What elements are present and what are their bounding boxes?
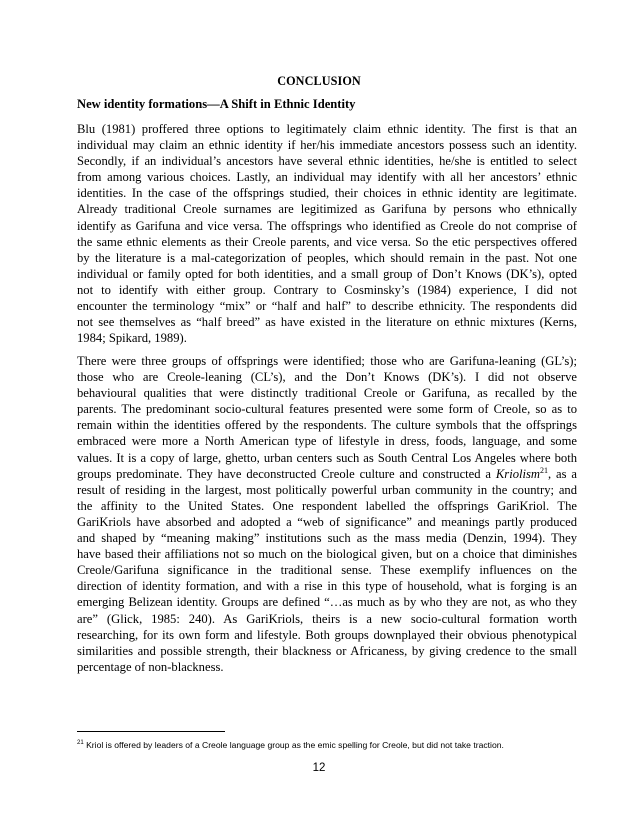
text-line: remain within the identities offered by the respondents. The culture symbols that the offsprings xyxy=(77,418,577,433)
text-line: not see themselves as “half breed” as have existed in the literature on ethnic mixtures (Kerns, xyxy=(77,315,577,330)
text-line: Already traditional Creole surnames are legitimized as Garifuna by persons who ethnically xyxy=(77,202,577,217)
text-line: encounter the terminology “mix” or “half and half” to describe ethnicity. The respondents did xyxy=(77,299,577,314)
text-line: GariKriols have absorbed and adopted a “web of significance” and meanings partly produced xyxy=(77,514,577,529)
subsection-heading: New identity formations—A Shift in Ethnic Identity xyxy=(77,97,356,111)
text-line: the affinity to the United States. One respondent labelled the offsprings GariKriol. The xyxy=(77,498,577,513)
footnote-text: Kriol is offered by leaders of a Creole language group as the emic spelling for Creole, but did not take traction. xyxy=(83,740,504,750)
text-line: from among various choices. Lastly, an individual may identify with all her ancestors’ ethnic xyxy=(77,170,577,185)
text-line: individual or family opted for both identities, and a small group of Don’t Knows (DK’s), opted xyxy=(77,266,577,281)
text-line: those who are Creole-leaning (CL’s), and the Don’t Knows (DK’s). I did not observe xyxy=(77,370,577,385)
text-line: individual may claim an ethnic identity if her/his immediate ancestors possess such an identity. xyxy=(77,138,577,153)
footnote-separator xyxy=(77,731,225,732)
paragraph-offspring-groups xyxy=(77,353,577,675)
text-line: There were three groups of offsprings were identified; those who are Garifuna-leaning (GL’s); xyxy=(77,354,577,368)
text-line: behavioural qualities that were distinctly traditional Creole or Garifuna, as recalled by the xyxy=(77,386,577,401)
text-line: have based their affiliations not so much on the biological given, but on a choice that diminishes xyxy=(77,547,577,562)
text-line: the same ethnic elements as their Creole parents, and vice versa. So the etic perspectives offered xyxy=(77,234,577,249)
text-line: and shaped by “meaning making” institutions such as the mass media (Denzin, 1994). They xyxy=(77,531,577,546)
text-line xyxy=(77,466,577,482)
section-heading: CONCLUSION xyxy=(277,74,361,88)
text-line: result of residing in the largest, most politically powerful urban community in the country; and xyxy=(77,482,577,497)
kriolism-term: Kriolism xyxy=(495,466,540,481)
text-line: not to identify with either group. Contrary to Cosminsky’s (1984) experience, I did not xyxy=(77,282,577,297)
text-line: Secondly, if an individual’s ancestors have several ethnic identities, he/she is entitled to select xyxy=(77,154,577,169)
text-line: identify as Garifuna and vice versa. The offsprings who identified as Creole do not comprise of xyxy=(77,218,577,233)
text-line: direction of identity formation, and with a rise in this type of household, what is forging is an xyxy=(77,579,577,594)
text-line: 1984; Spikard, 1989). xyxy=(77,331,187,346)
text-segment: , as a xyxy=(548,466,577,481)
footnote-number: 21 xyxy=(77,740,84,746)
text-line: percentage of non-blackness. xyxy=(77,659,224,674)
paragraph-blu-options xyxy=(77,121,577,346)
text-line: emerging Belizean identity. Groups are defined “…as much as by who they are not, as who they xyxy=(77,595,577,610)
footnote-reference: 21 xyxy=(540,465,548,475)
text-line: identities. In the case of the offsprings studied, their choices in ethnic identity are legitimate. xyxy=(77,186,577,201)
text-segment: groups predominate. They have deconstructed Creole culture and constructed a xyxy=(77,466,492,481)
page-number: 12 xyxy=(312,762,326,774)
footnote xyxy=(77,740,597,750)
text-line: Creole/Garifuna significance in the traditional sense. These exemplify influences on the xyxy=(77,563,577,578)
text-line: by the literature is a mal-categorization of peoples, which should remain in the past. Not one xyxy=(77,250,577,265)
text-line: Blu (1981) proffered three options to legitimately claim ethnic identity. The first is that an xyxy=(77,122,577,136)
text-line: similarities and possible strength, their blackness or Africaness, by giving credence to the small xyxy=(77,643,577,658)
text-line: values. It is a copy of large, ghetto, urban centers such as South Central Los Angeles where both xyxy=(77,450,577,465)
text-line: are” (Glick, 1985: 240). As GariKriols, theirs is a new socio-cultural formation worth xyxy=(77,611,577,626)
text-line: researching, for its own form and lifestyle. Both groups downplayed their obvious phenotypical xyxy=(77,627,577,642)
text-line: embraced were more a North American type of lifestyle in dress, foods, language, and some xyxy=(77,434,577,449)
text-line: parents. The predominant socio-cultural features presented were some form of Creole, so as to xyxy=(77,402,577,417)
